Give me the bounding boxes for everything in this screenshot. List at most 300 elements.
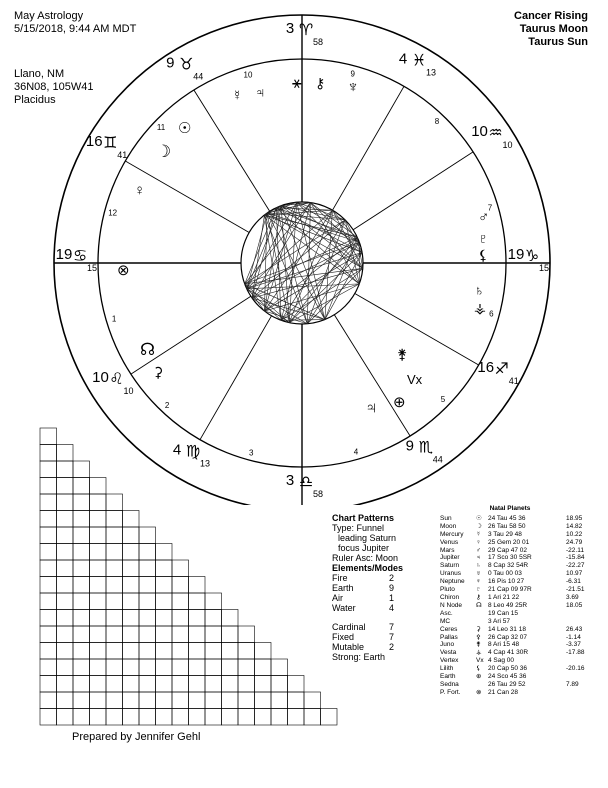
cusp-sign: ♐ — [494, 359, 509, 378]
aspect-grid-cell — [271, 659, 288, 676]
ruler-asc: Ruler Asc: Moon — [332, 553, 399, 563]
aspect-grid-cell — [106, 692, 123, 709]
aspect-grid-cell — [172, 659, 189, 676]
cusp-degree: 19 — [55, 246, 73, 263]
element-mode-value: 1 — [388, 593, 394, 603]
element-mode-label: Fire — [332, 573, 348, 583]
planet-name: Asc. — [440, 609, 453, 617]
planet-glyph: ⚸ — [476, 665, 481, 673]
aspect-grid-cell — [172, 643, 189, 660]
planet-glyph: ♆ — [476, 578, 481, 586]
north-node-glyph: ☊ — [140, 340, 156, 359]
planet-name: Earth — [440, 673, 456, 681]
aspect-grid-cell — [73, 478, 90, 495]
aspect-grid-cell — [139, 643, 156, 660]
natal-planet-row — [440, 610, 600, 618]
aspect-grid-cell — [123, 577, 140, 594]
aspect-grid-cell — [205, 626, 222, 643]
natal-planets-rows — [440, 515, 600, 697]
cusp-minutes: 10 — [123, 386, 134, 397]
aspect-grid-cell — [205, 659, 222, 676]
aspect-grid-cell — [57, 560, 74, 577]
aspect-grid-cell — [106, 643, 123, 660]
aspect-grid-cell — [73, 511, 90, 528]
planet-glyph — [476, 681, 488, 689]
aspect-grid-cell — [106, 560, 123, 577]
aspect-grid-cell — [156, 676, 173, 693]
aspect-grid-cell — [40, 478, 57, 495]
planet-position: 4 Cap 41 30R — [488, 649, 529, 657]
aspect-grid-cell — [90, 643, 107, 660]
rising-sign: Cancer Rising — [514, 10, 588, 22]
element-mode-row — [332, 642, 452, 652]
aspect-grid-cell — [139, 527, 156, 544]
element-mode-row — [332, 632, 452, 642]
planet-declination: -22.27 — [566, 562, 585, 570]
aspect-grid-cell — [57, 643, 74, 660]
aspect-grid-cell — [57, 610, 74, 627]
aspect-grid-cell — [139, 709, 156, 726]
planet-declination: 24.79 — [566, 538, 583, 546]
planet-declination: 7.89 — [566, 680, 579, 688]
moon-sign: Taurus Moon — [519, 23, 588, 35]
aspect-grid-cell — [205, 643, 222, 660]
house-system: Placidus — [14, 94, 56, 106]
planet-name: Chiron — [440, 593, 460, 601]
natal-planet-row — [440, 578, 600, 586]
planet-glyph: ⚵ — [476, 641, 481, 649]
aspect-grid-cell — [123, 676, 140, 693]
aspect-grid-cell — [106, 527, 123, 544]
elements-modes-rows — [332, 573, 452, 652]
natal-planet-row — [440, 665, 600, 673]
aspect-grid-cell — [189, 610, 206, 627]
element-mode-value: 7 — [388, 622, 394, 632]
natal-planet-row — [440, 562, 600, 570]
aspect-grid-cell — [139, 610, 156, 627]
aspect-grid-cell — [40, 577, 57, 594]
aspect-grid-cell — [73, 709, 90, 726]
cusp-minutes: 15 — [86, 263, 98, 273]
planet-name: Saturn — [440, 562, 460, 570]
planet-glyph: ♀ — [476, 538, 481, 546]
cusp-degree: 9 — [166, 54, 175, 72]
planet-position: 8 Ari 15 48 — [488, 641, 520, 649]
pattern-type: Type: Funnel — [332, 523, 385, 533]
aspect-grid-cell — [123, 659, 140, 676]
planet-position: 20 Cap 50 36 — [488, 665, 528, 673]
element-mode-row — [332, 583, 452, 593]
location-coords: 36N08, 105W41 — [14, 81, 94, 93]
aspect-grid-cell — [189, 577, 206, 594]
aspect-grid-cell — [189, 593, 206, 610]
planet-declination: -21.51 — [566, 586, 585, 594]
aspect-grid-cell — [222, 659, 239, 676]
aspect-grid-cell — [40, 544, 57, 561]
natal-planet-row — [440, 681, 600, 689]
planet-name: Sun — [440, 514, 452, 522]
planet-glyph — [476, 618, 488, 626]
planet-position: 29 Cap 47 02 — [488, 546, 528, 554]
pattern-focus: focus Jupiter — [338, 543, 390, 553]
prepared-by: Prepared by Jennifer Gehl — [72, 731, 201, 743]
planet-position: 21 Cap 09 97R — [488, 586, 532, 594]
natal-planet-row — [440, 618, 600, 626]
aspect-grid-cell — [172, 560, 189, 577]
aspect-grid-cell — [90, 610, 107, 627]
planet-position: 21 Can 28 — [488, 688, 518, 696]
pattern-leading: leading Saturn — [338, 533, 397, 543]
chiron-glyph: ⚷ — [315, 75, 326, 91]
aspect-grid-cell — [57, 478, 74, 495]
cusp-degree: 19 — [507, 246, 525, 263]
element-mode-label: Mutable — [332, 642, 365, 652]
planet-declination: -17.88 — [566, 649, 585, 657]
aspect-grid-cell — [57, 494, 74, 511]
house-number: 10 — [243, 70, 253, 80]
sun-glyph: ☉ — [178, 120, 192, 137]
aspect-grid-cell — [57, 511, 74, 528]
house-number: 8 — [434, 116, 440, 126]
moon-glyph: ☽ — [156, 142, 172, 161]
cusp-sign: ♏ — [418, 437, 433, 457]
aspect-grid-cell — [73, 626, 90, 643]
aspect-grid-cell — [321, 709, 338, 726]
aspect-grid-cell — [156, 544, 173, 561]
house-number: 5 — [440, 395, 446, 405]
planet-name: Vesta — [440, 649, 457, 657]
planet-declination: -6.31 — [566, 578, 581, 586]
aspect-grid-cell — [73, 544, 90, 561]
aspect-grid-cell — [57, 527, 74, 544]
cusp-sign: ♊ — [103, 133, 118, 152]
house-number: 3 — [249, 448, 254, 458]
aspect-grid-cell — [238, 643, 255, 660]
aspect-grid-cell — [106, 709, 123, 726]
aspect-grid-cell — [238, 626, 255, 643]
aspect-grid-cell — [255, 643, 272, 660]
aspect-grid-cell — [90, 709, 107, 726]
aspect-grid-cell — [106, 626, 123, 643]
saturn-glyph: ♄ — [474, 282, 485, 298]
planet-position: 16 Pis 10 27 — [488, 578, 525, 586]
aspect-grid-cell — [255, 659, 272, 676]
aspect-grid-cell — [222, 676, 239, 693]
element-mode-value: 9 — [388, 583, 394, 593]
planet-position: 17 Sco 30 5SR — [488, 554, 532, 562]
aspect-grid-cell — [57, 544, 74, 561]
planet-glyph: ♂ — [476, 546, 481, 554]
aspect-grid-cell — [255, 692, 272, 709]
element-mode-label: Cardinal — [332, 622, 366, 632]
aspect-grid-cell — [73, 643, 90, 660]
planet-declination: 18.05 — [566, 601, 583, 609]
aspect-grid-cell — [172, 577, 189, 594]
planet-name: Mars — [440, 546, 455, 554]
element-mode-row — [332, 622, 452, 632]
element-mode-value: 7 — [388, 632, 394, 642]
planet-position: 24 Sco 45 36 — [488, 673, 527, 681]
element-mode-label: Fixed — [332, 632, 355, 642]
chart-title: May Astrology — [14, 10, 84, 22]
aspect-grid-cell — [90, 527, 107, 544]
aspect-grid-cell — [123, 511, 140, 528]
aspect-grid-cell — [73, 610, 90, 627]
planet-name: Juno — [440, 641, 455, 649]
aspect-grid-cell — [139, 577, 156, 594]
natal-planet-row — [440, 673, 600, 681]
planet-glyph: ⚳ — [476, 625, 481, 633]
aspect-grid-cell — [255, 709, 272, 726]
planet-glyph: ☿ — [476, 530, 481, 538]
aspect-grid-cell — [40, 428, 57, 445]
planet-glyph: ⚷ — [476, 593, 481, 601]
aspect-grid-cell — [238, 692, 255, 709]
aspect-grid-cell — [40, 659, 57, 676]
aspect-grid-cell — [205, 709, 222, 726]
natal-planet-row — [440, 626, 600, 634]
planet-position: 4 Sag 00 — [488, 657, 515, 665]
planet-declination: -3.37 — [566, 641, 581, 649]
planet-declination: 14.82 — [566, 522, 583, 530]
aspect-grid-cell — [57, 692, 74, 709]
mars-glyph: ♂ — [478, 209, 490, 226]
element-mode-row — [332, 573, 452, 583]
cusp-sign: ♒ — [488, 122, 503, 142]
house-number: 4 — [353, 447, 359, 457]
planet-name: Mercury — [440, 530, 464, 538]
natal-planet-row — [440, 570, 600, 578]
cusp-minutes: 13 — [199, 458, 211, 469]
cusp-minutes: 41 — [508, 376, 519, 386]
aspect-grid-cell — [40, 560, 57, 577]
planet-glyph: ☊ — [476, 601, 482, 609]
aspect-grid-cell — [189, 643, 206, 660]
cusp-minutes: 44 — [432, 454, 443, 465]
uranus-glyph: ⚹ — [292, 75, 302, 92]
aspect-grid-cell — [123, 626, 140, 643]
cusp-degree: 10 — [471, 122, 488, 140]
cusp-sign: ♉ — [179, 54, 194, 74]
aspect-grid-cell — [123, 527, 140, 544]
planet-glyph: ⊕ — [476, 673, 482, 681]
aspect-grid-cell — [73, 577, 90, 594]
aspect-grid-cell — [156, 626, 173, 643]
planet-name: Venus — [440, 538, 459, 546]
aspect-grid-cell — [57, 676, 74, 693]
natal-planet-row — [440, 523, 600, 531]
planet-declination: -20.16 — [566, 665, 585, 673]
aspect-grid-cell — [139, 544, 156, 561]
planet-declination: 10.22 — [566, 530, 583, 538]
aspect-grid-cell — [106, 544, 123, 561]
element-mode-row — [332, 603, 452, 613]
aspect-grid-cell — [40, 593, 57, 610]
aspect-grid-cell — [172, 676, 189, 693]
aspect-grid-cell — [123, 692, 140, 709]
planet-name: Uranus — [440, 570, 461, 578]
aspect-grid-cell — [238, 676, 255, 693]
aspect-grid-cell — [222, 610, 239, 627]
planet-name: MC — [440, 617, 451, 625]
natal-planet-row — [440, 531, 600, 539]
planet-position: 26 Cap 32 07 — [488, 633, 528, 641]
cusp-degree: 4 — [172, 441, 182, 459]
planet-name: Lilith — [440, 665, 454, 673]
location-place: Llano, NM — [14, 68, 65, 80]
natal-planet-row — [440, 547, 600, 555]
natal-planet-row — [440, 657, 600, 665]
aspect-grid-cell — [40, 445, 57, 462]
aspect-grid-cell — [156, 593, 173, 610]
planet-position: 3 Ari 57 — [488, 617, 511, 625]
vesta-glyph: ⚶ — [474, 300, 486, 316]
house-number: 9 — [350, 69, 355, 79]
element-mode-label: Earth — [332, 583, 354, 593]
cusp-minutes: 58 — [312, 37, 324, 47]
cusp-sign: ♈ — [298, 20, 314, 39]
natal-planet-row — [440, 689, 600, 697]
planet-declination: -15.84 — [566, 554, 585, 562]
planet-name: Neptune — [440, 578, 465, 586]
natal-planets-title: Natal Planets — [489, 505, 531, 512]
aspect-grid-cell — [57, 445, 74, 462]
aspect-grid-cell — [205, 676, 222, 693]
planet-declination: 3.69 — [566, 593, 579, 601]
vertex-glyph: Vx — [407, 372, 423, 387]
house-number: 11 — [156, 122, 166, 132]
cusp-sign: ♍ — [185, 441, 201, 461]
aspect-grid-cell — [288, 676, 305, 693]
planet-declination: 18.95 — [566, 514, 583, 522]
house-number: 6 — [489, 309, 494, 319]
aspect-grid-cell — [106, 577, 123, 594]
aspect-grid-cell — [106, 610, 123, 627]
aspect-grid-cell — [40, 461, 57, 478]
aspect-grid-cell — [189, 692, 206, 709]
aspect-grid-cell — [222, 626, 239, 643]
cusp-minutes: 15 — [538, 263, 550, 273]
aspect-grid-cell — [172, 610, 189, 627]
element-mode-label: Air — [332, 593, 343, 603]
cusp-sign: ♌ — [109, 369, 124, 389]
aspect-grid-cell — [156, 659, 173, 676]
aspect-grid-cell — [123, 643, 140, 660]
aspect-grid-cell — [73, 494, 90, 511]
aspect-grid-cell — [189, 659, 206, 676]
planet-position: 8 Leo 49 25R — [488, 601, 528, 609]
natal-planets-table — [440, 505, 600, 697]
strong-element: Strong: Earth — [332, 652, 386, 662]
planet-position: 19 Can 15 — [488, 609, 518, 617]
aspect-grid-cell — [156, 709, 173, 726]
part-of-fortune-glyph: ⊗ — [117, 262, 130, 279]
cusp-minutes: 13 — [425, 67, 437, 78]
venus-glyph: ♀ — [134, 182, 146, 199]
aspect-grid-cell — [156, 560, 173, 577]
cusp-degree: 3 — [285, 20, 295, 37]
aspect-grid-cell — [106, 659, 123, 676]
element-mode-value: 2 — [388, 573, 394, 583]
planet-glyph: ♇ — [476, 586, 481, 594]
aspect-grid-cell — [40, 494, 57, 511]
planet-name: P. Fort. — [440, 688, 461, 696]
planet-declination: -1.14 — [566, 633, 581, 641]
aspect-grid-cell — [172, 692, 189, 709]
aspect-grid-cell — [172, 626, 189, 643]
natal-planet-row — [440, 586, 600, 594]
ceres-glyph: ⚳ — [153, 364, 164, 380]
aspect-grid-cell — [156, 577, 173, 594]
aspect-grid-cell — [156, 610, 173, 627]
aspect-grid-cell — [40, 511, 57, 528]
aspect-grid-cell — [139, 692, 156, 709]
element-mode-row — [332, 593, 452, 603]
planet-position: 8 Cap 32 54R — [488, 562, 529, 570]
aspect-grid-cell — [73, 692, 90, 709]
neptune-glyph: ♆ — [347, 79, 359, 96]
aspect-grid-cell — [106, 593, 123, 610]
cusp-degree: 4 — [398, 50, 408, 68]
aspect-grid-cell — [57, 577, 74, 594]
aspect-grid-cell — [189, 676, 206, 693]
aspect-grid-cell — [139, 560, 156, 577]
aspect-grid-cell — [172, 593, 189, 610]
planet-position: 24 Tau 45 36 — [488, 514, 526, 522]
aspect-grid-cell — [123, 709, 140, 726]
juno-glyph: ⚵ — [397, 346, 408, 362]
aspect-grid-cell — [139, 659, 156, 676]
planet-name: Moon — [440, 522, 457, 530]
cusp-minutes: 58 — [312, 489, 324, 499]
aspect-grid-cell — [90, 478, 107, 495]
planet-glyph: ⊗ — [476, 688, 482, 696]
planet-glyph: ♅ — [476, 570, 481, 578]
natal-planet-row — [440, 594, 600, 602]
aspect-grid-cell — [156, 692, 173, 709]
aspect-grid-cell — [73, 461, 90, 478]
aspect-grid-cell — [106, 511, 123, 528]
planet-glyph: Vx — [476, 657, 484, 665]
planet-glyph: ♄ — [476, 562, 481, 570]
cusp-sign: ♎ — [298, 472, 314, 491]
planet-glyph — [476, 610, 488, 618]
planet-position: 26 Tau 29 52 — [488, 680, 526, 688]
natal-planet-row — [440, 634, 600, 642]
planet-name: Jupiter — [440, 554, 460, 562]
natal-planet-row — [440, 641, 600, 649]
house-number: 12 — [108, 208, 118, 218]
aspect-grid-cell — [222, 643, 239, 660]
aspect-grid-cell — [90, 692, 107, 709]
planet-position: 0 Tau 00 03 — [488, 570, 522, 578]
aspect-grid-cell — [57, 709, 74, 726]
aspect-grid-cell — [90, 676, 107, 693]
aspect-grid-cell — [90, 560, 107, 577]
planet-name: Ceres — [440, 625, 458, 633]
planet-glyph: ⚴ — [476, 633, 481, 641]
aspect-grid-cell — [189, 709, 206, 726]
aspect-grid-cell — [205, 610, 222, 627]
cusp-sign: ♋ — [72, 246, 88, 265]
planet-glyph: ☽ — [476, 522, 482, 530]
aspect-grid-cell — [222, 692, 239, 709]
natal-planet-row — [440, 515, 600, 523]
aspect-grid-cell — [40, 692, 57, 709]
aspect-grid-cell — [90, 659, 107, 676]
cusp-minutes: 10 — [502, 139, 513, 150]
aspect-grid-cell — [189, 626, 206, 643]
